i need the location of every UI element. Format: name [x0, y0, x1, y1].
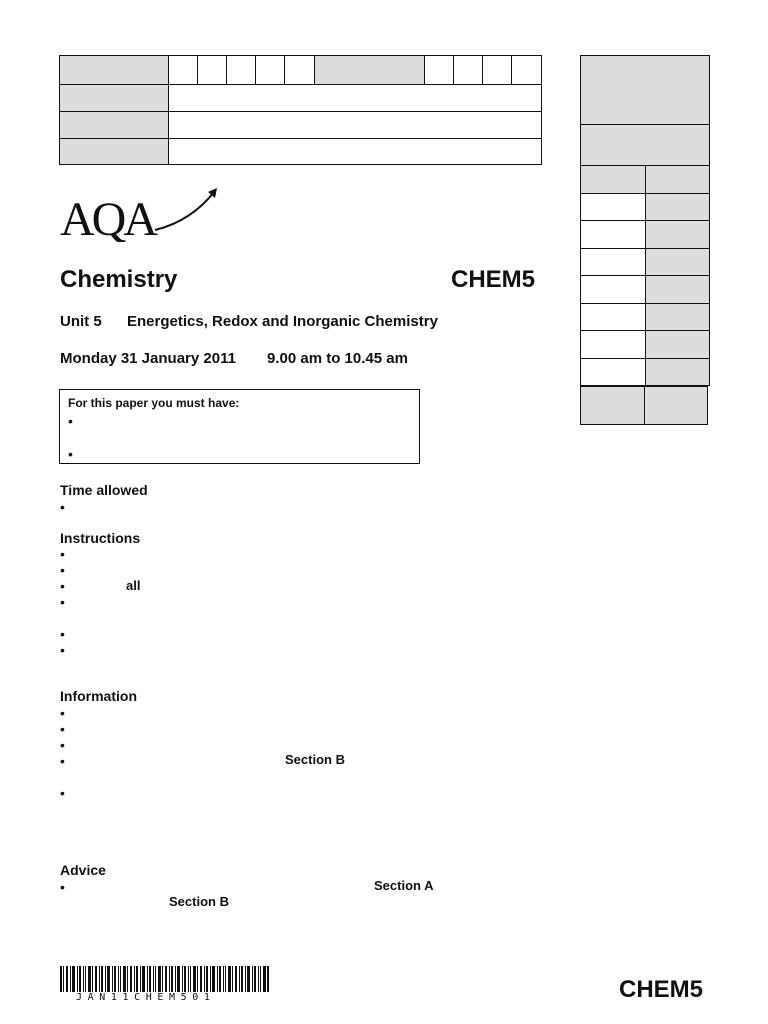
- question-cell: [580, 275, 646, 304]
- advice-section-a: Section A: [374, 878, 434, 893]
- total-value-cell: [644, 386, 708, 425]
- mark-cell[interactable]: [645, 248, 710, 276]
- centre-number-label-cell: [60, 56, 169, 84]
- candidate-number-label-cell: [315, 56, 425, 84]
- forename-label-cell: [60, 112, 169, 138]
- bullet-icon: •: [60, 578, 65, 594]
- instructions-all-text: all: [126, 578, 141, 593]
- bullet-icon: •: [60, 879, 65, 895]
- signature-row: [60, 139, 541, 164]
- surname-row: [60, 85, 541, 112]
- bullet-icon: •: [68, 413, 73, 429]
- advice-heading: Advice: [60, 862, 106, 878]
- exam-time: 9.00 am to 10.45 am: [267, 350, 408, 367]
- advice-section-b: Section B: [169, 894, 229, 909]
- mark-cell[interactable]: [645, 220, 710, 249]
- bullet-icon: •: [60, 594, 65, 610]
- candidate-number-box[interactable]: [454, 56, 483, 84]
- materials-box: [59, 389, 420, 464]
- barcode-graphic: [60, 966, 270, 992]
- aqa-logo: [60, 186, 222, 242]
- candidate-details-table: [59, 55, 542, 165]
- examiner-header-box: [580, 55, 710, 125]
- question-cell: [580, 220, 646, 249]
- question-cell: [580, 248, 646, 276]
- question-cell: [580, 330, 646, 359]
- bullet-icon: •: [60, 785, 65, 801]
- aqa-logo-graphic: [60, 186, 222, 242]
- bullet-icon: •: [60, 546, 65, 562]
- candidate-number-box[interactable]: [425, 56, 454, 84]
- information-section-b: Section B: [285, 752, 345, 767]
- mark-cell[interactable]: [645, 330, 710, 359]
- paper-code: CHEM5: [451, 266, 536, 293]
- mark-cell[interactable]: [645, 275, 710, 304]
- signature-field[interactable]: [169, 139, 541, 164]
- footer-paper-code: CHEM5: [619, 976, 704, 1003]
- question-header-cell: [580, 165, 646, 194]
- bullet-icon: •: [60, 626, 65, 642]
- forename-row: [60, 112, 541, 139]
- centre-number-box[interactable]: [285, 56, 315, 84]
- centre-number-row: [60, 56, 541, 85]
- surname-label-cell: [60, 85, 169, 111]
- candidate-number-box[interactable]: [512, 56, 541, 84]
- question-cell: [580, 358, 646, 386]
- bullet-icon: •: [60, 499, 65, 515]
- candidate-number-box[interactable]: [483, 56, 512, 84]
- examiner-subheader-box: [580, 124, 710, 166]
- centre-number-box[interactable]: [198, 56, 227, 84]
- mark-cell[interactable]: [645, 358, 710, 386]
- barcode-text: JAN11CHEM501: [76, 992, 216, 1003]
- instructions-heading: Instructions: [60, 530, 141, 546]
- exam-date: Monday 31 January 2011: [60, 350, 236, 367]
- centre-number-box[interactable]: [256, 56, 285, 84]
- time-allowed-heading: Time allowed: [60, 482, 148, 498]
- unit-number: Unit 5: [60, 313, 102, 330]
- information-heading: Information: [60, 688, 137, 704]
- bullet-icon: •: [60, 642, 65, 658]
- materials-label: For this paper you must have:: [68, 396, 240, 410]
- bullet-icon: •: [60, 753, 65, 769]
- forename-field[interactable]: [169, 112, 541, 138]
- surname-field[interactable]: [169, 85, 541, 111]
- bullet-icon: •: [68, 446, 73, 462]
- subject-title: Chemistry: [60, 266, 178, 293]
- aqa-logo-text: AQA: [60, 193, 155, 242]
- bullet-icon: •: [60, 705, 65, 721]
- bullet-icon: •: [60, 737, 65, 753]
- question-cell: [580, 303, 646, 331]
- mark-header-cell: [645, 165, 710, 194]
- question-cell: [580, 193, 646, 221]
- centre-number-box[interactable]: [227, 56, 256, 84]
- bullet-icon: •: [60, 721, 65, 737]
- mark-cell[interactable]: [645, 193, 710, 221]
- total-label-cell: [580, 386, 645, 425]
- barcode: [60, 966, 270, 992]
- unit-title: Energetics, Redox and Inorganic Chemistry: [127, 313, 438, 330]
- mark-cell[interactable]: [645, 303, 710, 331]
- centre-number-box[interactable]: [169, 56, 198, 84]
- signature-label-cell: [60, 139, 169, 164]
- bullet-icon: •: [60, 562, 65, 578]
